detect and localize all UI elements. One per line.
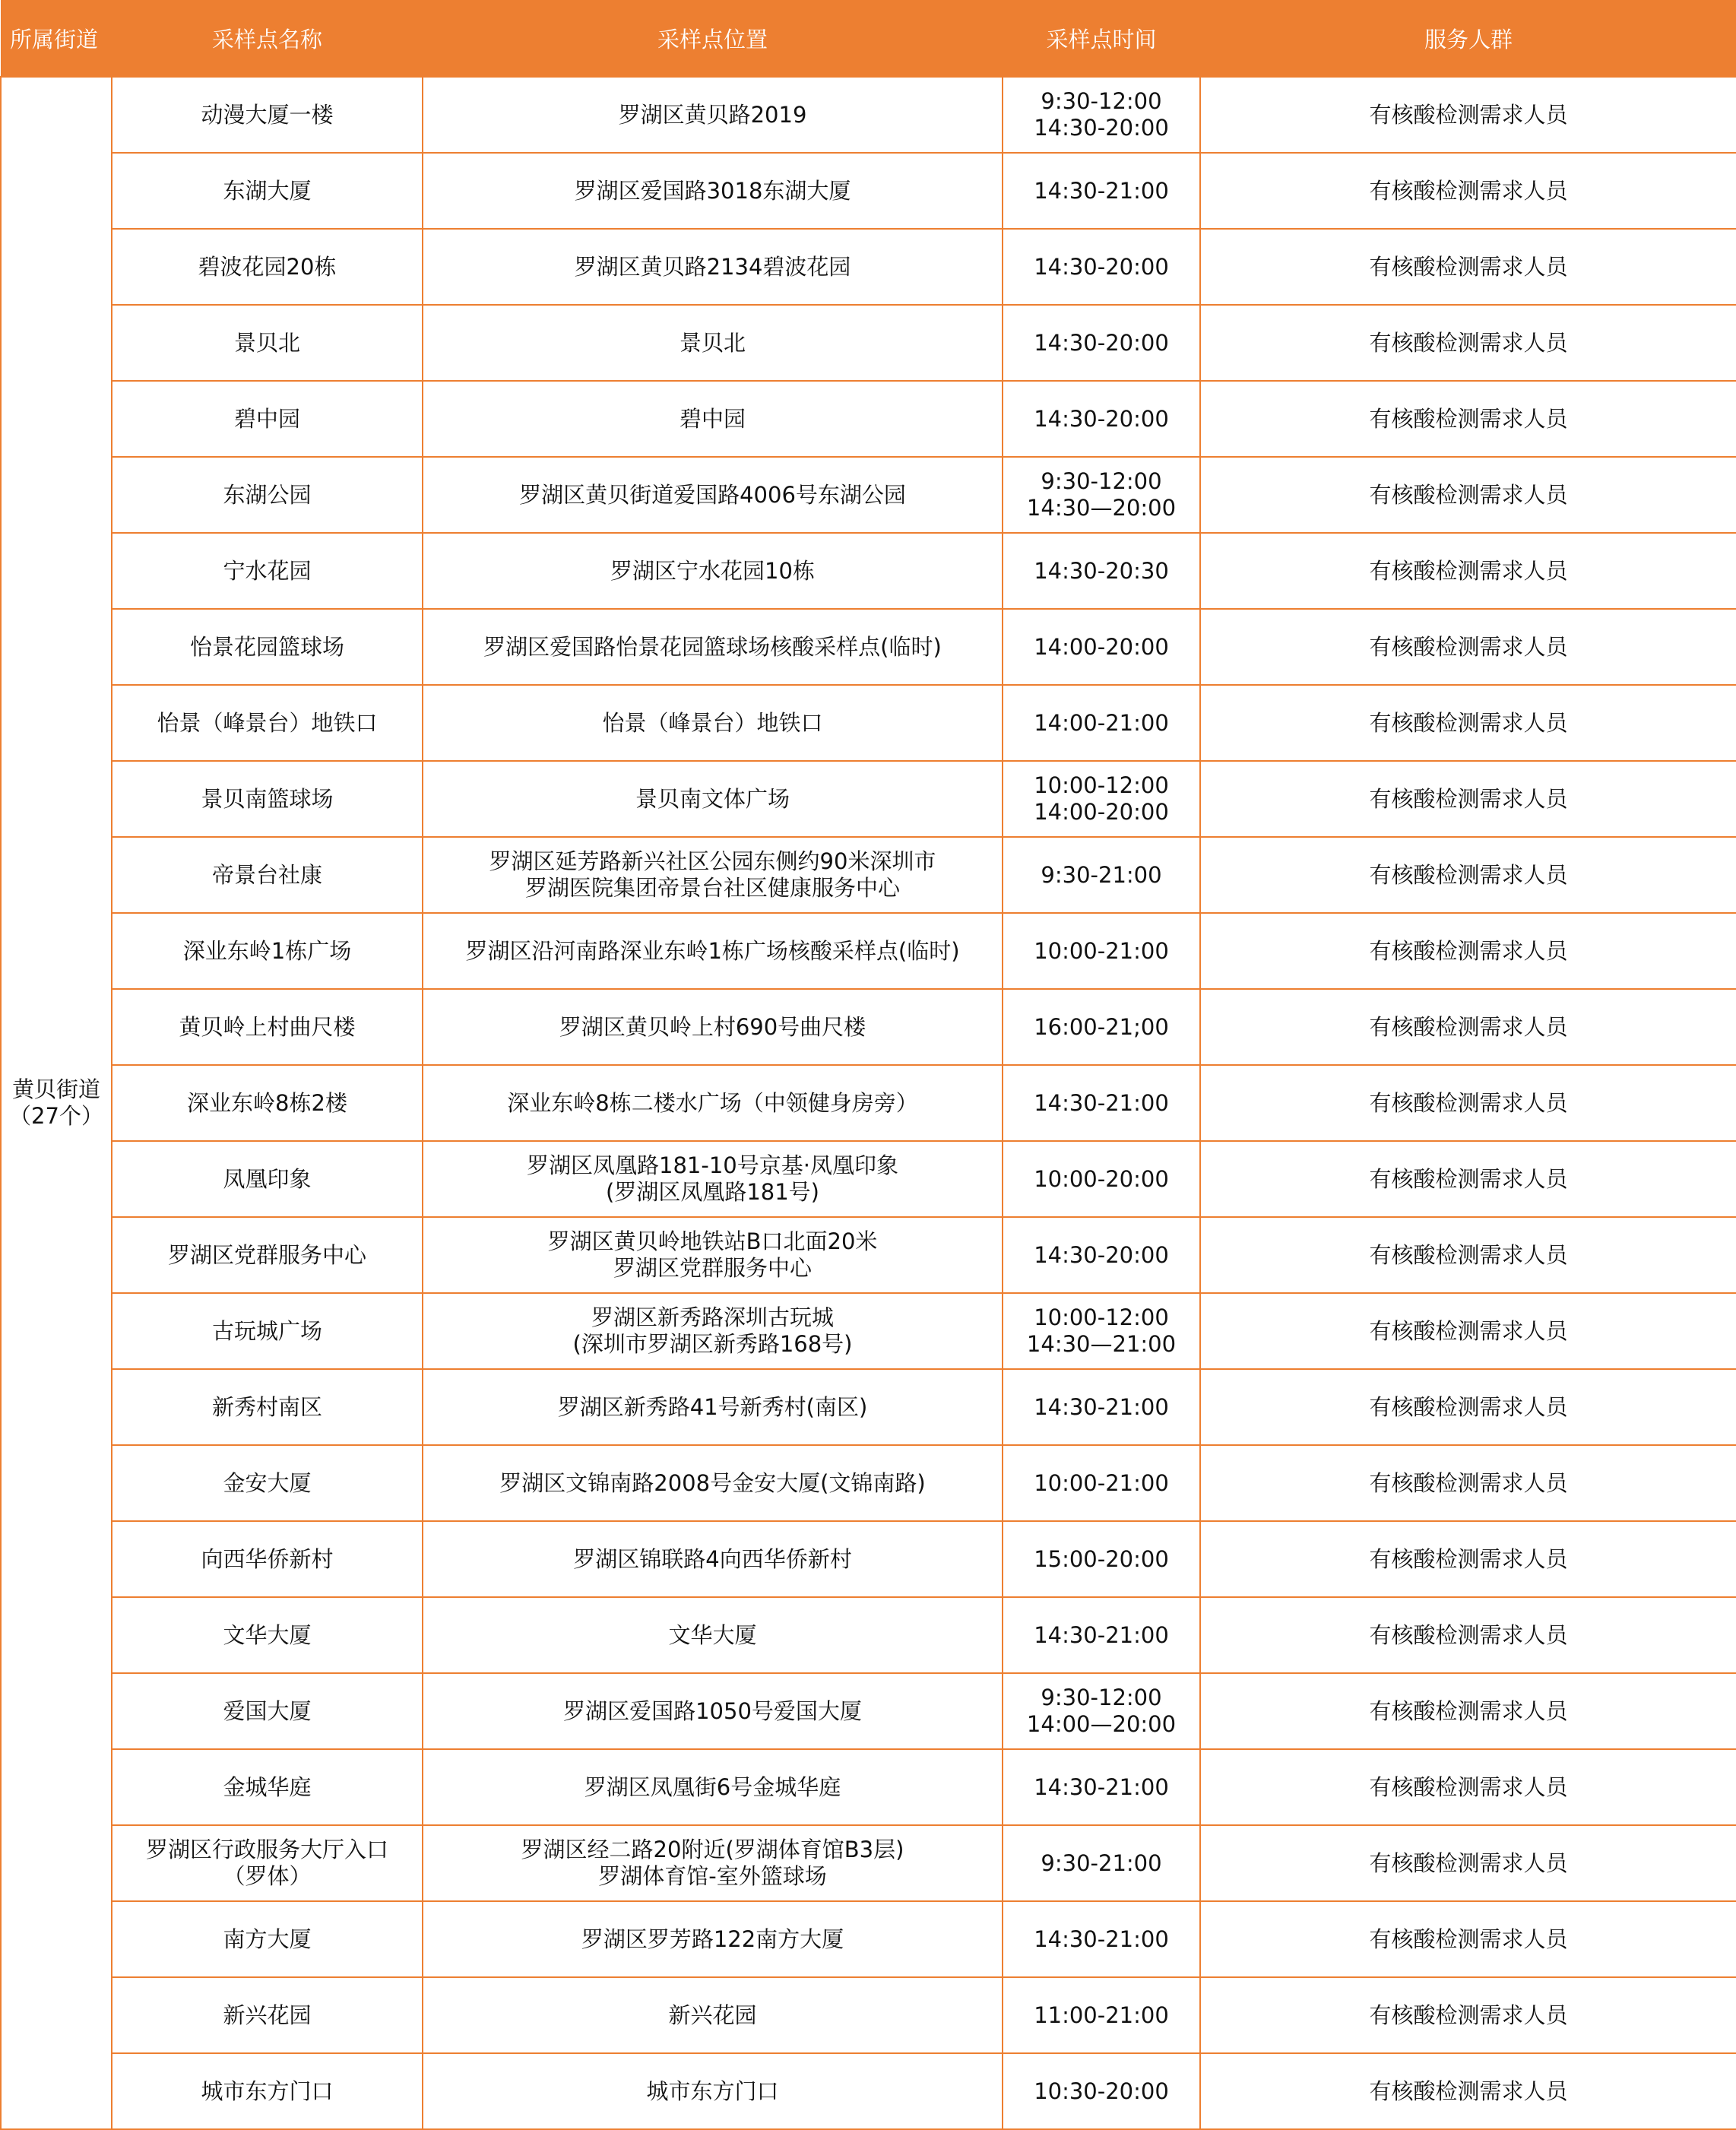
site-name-cell bbox=[112, 457, 423, 533]
cell-line: 10:00-12:00 bbox=[1034, 772, 1169, 798]
header-site-name: 采样点名称 bbox=[112, 0, 423, 77]
cell-line: 罗湖区沿河南路深业东岭1栋广场核酸采样点(临时) bbox=[465, 937, 960, 964]
table-row bbox=[1, 1825, 1736, 1901]
table-row bbox=[1, 989, 1736, 1065]
site-name-cell bbox=[112, 1597, 423, 1673]
site-location-cell bbox=[423, 1901, 1003, 1977]
site-name-cell bbox=[112, 837, 423, 913]
site-name-cell bbox=[112, 989, 423, 1065]
service-audience-cell: 有核酸检测需求人员 bbox=[1200, 381, 1736, 457]
cell-line: （罗体） bbox=[223, 1863, 312, 1889]
table-header bbox=[1, 0, 1736, 77]
cell-line: 罗湖区凤凰路181-10号京基·凤凰印象 bbox=[527, 1152, 898, 1178]
service-audience-cell: 有核酸检测需求人员 bbox=[1200, 609, 1736, 685]
service-audience-cell: 有核酸检测需求人员 bbox=[1200, 989, 1736, 1065]
service-audience-cell: 有核酸检测需求人员 bbox=[1200, 1825, 1736, 1901]
cell-line: 碧波花园20栋 bbox=[198, 253, 337, 280]
cell-line: 10:30-20:00 bbox=[1034, 2078, 1169, 2104]
cell-line: 黄贝岭上村曲尺楼 bbox=[179, 1013, 356, 1040]
cell-line: 9:30-21:00 bbox=[1041, 861, 1162, 888]
service-audience-cell: 有核酸检测需求人员 bbox=[1200, 1217, 1736, 1293]
cell-line: 罗湖区黄贝岭地铁站B口北面20米 bbox=[547, 1228, 878, 1254]
service-audience-cell: 有核酸检测需求人员 bbox=[1200, 229, 1736, 305]
header-site-time: 采样点时间 bbox=[1003, 0, 1200, 77]
table-row bbox=[1, 305, 1736, 381]
table-row bbox=[1, 1597, 1736, 1673]
cell-line: 罗湖区宁水花园10栋 bbox=[610, 557, 815, 584]
site-location-cell bbox=[423, 1445, 1003, 1521]
header-district: 所属街道 bbox=[1, 0, 112, 77]
cell-line: 15:00-20:00 bbox=[1034, 1545, 1169, 1572]
site-location-cell bbox=[423, 1065, 1003, 1141]
site-location-cell bbox=[423, 305, 1003, 381]
site-time-cell bbox=[1003, 1673, 1200, 1749]
site-time-cell bbox=[1003, 153, 1200, 229]
cell-line: 宁水花园 bbox=[223, 557, 312, 584]
cell-line: 怡景（峰景台）地铁口 bbox=[157, 709, 378, 736]
cell-line: 罗湖区凤凰街6号金城华庭 bbox=[584, 1773, 841, 1800]
cell-line: 14:00-20:00 bbox=[1034, 799, 1169, 825]
cell-line: 罗湖区黄贝路2019 bbox=[618, 101, 807, 128]
table-row bbox=[1, 1141, 1736, 1217]
site-name-cell bbox=[112, 1445, 423, 1521]
site-name-cell bbox=[112, 2053, 423, 2129]
table-row bbox=[1, 1445, 1736, 1521]
cell-line: 新兴花园 bbox=[668, 2002, 757, 2028]
cell-line: 凤凰印象 bbox=[223, 1165, 312, 1192]
table-row bbox=[1, 533, 1736, 609]
cell-line: 文华大厦 bbox=[223, 1621, 312, 1648]
service-audience-cell: 有核酸检测需求人员 bbox=[1200, 685, 1736, 761]
cell-line: 碧中园 bbox=[233, 405, 300, 432]
site-name-cell bbox=[112, 1825, 423, 1901]
service-audience-cell: 有核酸检测需求人员 bbox=[1200, 1445, 1736, 1521]
site-location-cell bbox=[423, 1293, 1003, 1369]
site-name-cell bbox=[112, 1749, 423, 1825]
site-time-cell bbox=[1003, 1825, 1200, 1901]
service-audience-cell: 有核酸检测需求人员 bbox=[1200, 1521, 1736, 1597]
cell-line: 罗湖区爱国路怡景花园篮球场核酸采样点(临时) bbox=[483, 633, 942, 660]
site-time-cell bbox=[1003, 1217, 1200, 1293]
cell-line: 罗湖区文锦南路2008号金安大厦(文锦南路) bbox=[499, 1469, 926, 1496]
site-location-cell bbox=[423, 1597, 1003, 1673]
site-time-cell bbox=[1003, 761, 1200, 837]
site-time-cell bbox=[1003, 1749, 1200, 1825]
cell-line: 新兴花园 bbox=[223, 2002, 312, 2028]
site-name-cell bbox=[112, 1901, 423, 1977]
table-row bbox=[1, 457, 1736, 533]
service-audience-cell: 有核酸检测需求人员 bbox=[1200, 913, 1736, 989]
site-location-cell bbox=[423, 1141, 1003, 1217]
cell-line: 爱国大厦 bbox=[223, 1697, 312, 1724]
cell-line: 怡景（峰景台）地铁口 bbox=[602, 709, 823, 736]
cell-line: 罗湖区爱国路1050号爱国大厦 bbox=[563, 1697, 862, 1724]
cell-line: 罗湖区党群服务中心 bbox=[167, 1241, 366, 1268]
cell-line: 罗湖区新秀路深圳古玩城 bbox=[591, 1304, 834, 1330]
cell-line: 10:00-20:00 bbox=[1034, 1165, 1169, 1192]
table-row bbox=[1, 1521, 1736, 1597]
site-name-cell bbox=[112, 685, 423, 761]
service-audience-cell: 有核酸检测需求人员 bbox=[1200, 1673, 1736, 1749]
cell-line: 14:30-21:00 bbox=[1034, 1089, 1169, 1116]
table-row bbox=[1, 381, 1736, 457]
cell-line: 金安大厦 bbox=[223, 1469, 312, 1496]
site-name-cell bbox=[112, 1369, 423, 1445]
site-location-cell bbox=[423, 1369, 1003, 1445]
site-name-cell bbox=[112, 1141, 423, 1217]
cell-line: 景贝南文体广场 bbox=[635, 785, 790, 812]
cell-line: 罗湖区延芳路新兴社区公园东侧约90米深圳市 bbox=[489, 848, 936, 874]
site-name-cell bbox=[112, 153, 423, 229]
cell-line: 罗湖区经二路20附近(罗湖体育馆B3层) bbox=[521, 1837, 904, 1862]
header-site-location: 采样点位置 bbox=[423, 0, 1003, 77]
site-time-cell bbox=[1003, 305, 1200, 381]
cell-line: 罗湖区黄贝路2134碧波花园 bbox=[574, 253, 851, 280]
table-row bbox=[1, 837, 1736, 913]
site-location-cell bbox=[423, 2053, 1003, 2129]
site-name-cell bbox=[112, 1673, 423, 1749]
service-audience-cell: 有核酸检测需求人员 bbox=[1200, 1597, 1736, 1673]
cell-line: 深业东岭8栋2楼 bbox=[187, 1089, 347, 1116]
service-audience-cell: 有核酸检测需求人员 bbox=[1200, 1141, 1736, 1217]
table-row bbox=[1, 1293, 1736, 1369]
table-body bbox=[1, 77, 1736, 2129]
cell-line: (深圳市罗湖区新秀路168号) bbox=[572, 1331, 853, 1357]
site-location-cell bbox=[423, 989, 1003, 1065]
cell-line: (罗湖区凤凰路181号) bbox=[606, 1179, 819, 1205]
cell-line: 14:30-21:00 bbox=[1034, 1393, 1169, 1420]
cell-line: 罗湖区黄贝岭上村690号曲尺楼 bbox=[559, 1013, 866, 1040]
cell-line: 14:30-21:00 bbox=[1034, 1621, 1169, 1648]
site-location-cell bbox=[423, 609, 1003, 685]
cell-line: 14:30—20:00 bbox=[1026, 495, 1177, 521]
site-location-cell bbox=[423, 837, 1003, 913]
cell-line: 景贝南篮球场 bbox=[201, 785, 334, 812]
site-time-cell bbox=[1003, 1445, 1200, 1521]
district-cell bbox=[1, 77, 112, 2129]
cell-line: 城市东方门口 bbox=[201, 2078, 334, 2104]
table-row bbox=[1, 1065, 1736, 1141]
cell-line: 向西华侨新村 bbox=[201, 1545, 334, 1572]
cell-line: 罗湖区锦联路4向西华侨新村 bbox=[573, 1545, 852, 1572]
site-name-cell bbox=[112, 305, 423, 381]
cell-line: 罗湖区罗芳路122南方大厦 bbox=[581, 1926, 844, 1952]
cell-line: 10:00-21:00 bbox=[1034, 1469, 1169, 1496]
service-audience-cell: 有核酸检测需求人员 bbox=[1200, 837, 1736, 913]
site-time-cell bbox=[1003, 229, 1200, 305]
cell-line: 深业东岭1栋广场 bbox=[182, 937, 352, 964]
service-audience-cell: 有核酸检测需求人员 bbox=[1200, 457, 1736, 533]
cell-line: 10:00-21:00 bbox=[1034, 937, 1169, 964]
cell-line: 罗湖区黄贝街道爱国路4006号东湖公园 bbox=[519, 481, 906, 508]
district-count: （27个） bbox=[9, 1103, 103, 1129]
district-name: 黄贝街道 bbox=[11, 1076, 100, 1102]
cell-line: 14:30-20:00 bbox=[1034, 1241, 1169, 1268]
site-name-cell bbox=[112, 913, 423, 989]
cell-line: 文华大厦 bbox=[668, 1621, 757, 1648]
table-row bbox=[1, 1749, 1736, 1825]
cell-line: 帝景台社康 bbox=[211, 861, 322, 888]
site-time-cell bbox=[1003, 77, 1200, 153]
table-row bbox=[1, 1977, 1736, 2053]
site-location-cell bbox=[423, 229, 1003, 305]
site-time-cell bbox=[1003, 609, 1200, 685]
cell-line: 东湖大厦 bbox=[223, 177, 312, 204]
cell-line: 14:30-21:00 bbox=[1034, 1926, 1169, 1952]
table-row bbox=[1, 77, 1736, 153]
table-row bbox=[1, 153, 1736, 229]
site-time-cell bbox=[1003, 457, 1200, 533]
cell-line: 罗湖区行政服务大厅入口 bbox=[145, 1837, 388, 1862]
site-location-cell bbox=[423, 457, 1003, 533]
cell-line: 14:30-20:30 bbox=[1034, 557, 1169, 584]
cell-line: 动漫大厦一楼 bbox=[201, 101, 334, 128]
table-row bbox=[1, 1217, 1736, 1293]
site-time-cell bbox=[1003, 381, 1200, 457]
cell-line: 14:30-21:00 bbox=[1034, 1773, 1169, 1800]
cell-line: 14:30-21:00 bbox=[1034, 177, 1169, 204]
site-time-cell bbox=[1003, 685, 1200, 761]
site-location-cell bbox=[423, 1825, 1003, 1901]
site-location-cell bbox=[423, 381, 1003, 457]
site-name-cell bbox=[112, 533, 423, 609]
cell-line: 16:00-21;00 bbox=[1034, 1013, 1169, 1040]
site-name-cell bbox=[112, 1065, 423, 1141]
table-row bbox=[1, 2053, 1736, 2129]
site-time-cell bbox=[1003, 837, 1200, 913]
site-name-cell bbox=[112, 1977, 423, 2053]
site-name-cell bbox=[112, 761, 423, 837]
table-row bbox=[1, 1901, 1736, 1977]
cell-line: 14:30-20:00 bbox=[1034, 405, 1169, 432]
site-location-cell bbox=[423, 913, 1003, 989]
cell-line: 14:00-21:00 bbox=[1034, 709, 1169, 736]
site-location-cell bbox=[423, 1673, 1003, 1749]
cell-line: 罗湖区党群服务中心 bbox=[613, 1255, 812, 1281]
site-location-cell bbox=[423, 1217, 1003, 1293]
cell-line: 14:00—20:00 bbox=[1026, 1711, 1177, 1737]
service-audience-cell: 有核酸检测需求人员 bbox=[1200, 1065, 1736, 1141]
site-time-cell bbox=[1003, 533, 1200, 609]
header-service-audience: 服务人群 bbox=[1200, 0, 1736, 77]
site-name-cell bbox=[112, 229, 423, 305]
table-row bbox=[1, 1673, 1736, 1749]
cell-line: 罗湖医院集团帝景台社区健康服务中心 bbox=[524, 875, 900, 901]
table-row bbox=[1, 229, 1736, 305]
cell-line: 城市东方门口 bbox=[646, 2078, 779, 2104]
service-audience-cell: 有核酸检测需求人员 bbox=[1200, 1369, 1736, 1445]
cell-line: 碧中园 bbox=[679, 405, 746, 432]
service-audience-cell: 有核酸检测需求人员 bbox=[1200, 1749, 1736, 1825]
site-time-cell bbox=[1003, 1901, 1200, 1977]
site-location-cell bbox=[423, 685, 1003, 761]
service-audience-cell: 有核酸检测需求人员 bbox=[1200, 153, 1736, 229]
site-time-cell bbox=[1003, 913, 1200, 989]
service-audience-cell: 有核酸检测需求人员 bbox=[1200, 1901, 1736, 1977]
table-row bbox=[1, 761, 1736, 837]
cell-line: 深业东岭8栋二楼水广场（中领健身房旁） bbox=[507, 1089, 918, 1116]
cell-line: 9:30-12:00 bbox=[1041, 468, 1162, 494]
cell-line: 金城华庭 bbox=[223, 1773, 312, 1800]
cell-line: 怡景花园篮球场 bbox=[189, 633, 344, 660]
site-location-cell bbox=[423, 761, 1003, 837]
site-location-cell bbox=[423, 1521, 1003, 1597]
cell-line: 新秀村南区 bbox=[211, 1393, 322, 1420]
site-time-cell bbox=[1003, 1065, 1200, 1141]
cell-line: 14:30—21:00 bbox=[1026, 1331, 1177, 1357]
site-time-cell bbox=[1003, 1597, 1200, 1673]
site-name-cell bbox=[112, 1217, 423, 1293]
cell-line: 9:30-12:00 bbox=[1041, 88, 1162, 114]
cell-line: 14:30-20:00 bbox=[1034, 115, 1169, 141]
site-location-cell bbox=[423, 1977, 1003, 2053]
site-time-cell bbox=[1003, 1977, 1200, 2053]
cell-line: 9:30-12:00 bbox=[1041, 1685, 1162, 1710]
table-row bbox=[1, 1369, 1736, 1445]
cell-line: 11:00-21:00 bbox=[1034, 2002, 1169, 2028]
table-row bbox=[1, 913, 1736, 989]
cell-line: 9:30-21:00 bbox=[1041, 1849, 1162, 1876]
site-time-cell bbox=[1003, 1521, 1200, 1597]
site-name-cell bbox=[112, 1521, 423, 1597]
service-audience-cell: 有核酸检测需求人员 bbox=[1200, 1293, 1736, 1369]
service-audience-cell: 有核酸检测需求人员 bbox=[1200, 77, 1736, 153]
header-row bbox=[1, 0, 1736, 77]
cell-line: 14:30-20:00 bbox=[1034, 253, 1169, 280]
site-name-cell bbox=[112, 1293, 423, 1369]
site-time-cell bbox=[1003, 1293, 1200, 1369]
table-row bbox=[1, 609, 1736, 685]
cell-line: 景贝北 bbox=[679, 329, 746, 356]
service-audience-cell: 有核酸检测需求人员 bbox=[1200, 533, 1736, 609]
service-audience-cell: 有核酸检测需求人员 bbox=[1200, 305, 1736, 381]
site-location-cell bbox=[423, 1749, 1003, 1825]
cell-line: 14:00-20:00 bbox=[1034, 633, 1169, 660]
cell-line: 罗湖区新秀路41号新秀村(南区) bbox=[557, 1393, 868, 1420]
cell-line: 景贝北 bbox=[233, 329, 300, 356]
site-time-cell bbox=[1003, 2053, 1200, 2129]
site-time-cell bbox=[1003, 1141, 1200, 1217]
site-name-cell bbox=[112, 609, 423, 685]
site-name-cell bbox=[112, 381, 423, 457]
table-row bbox=[1, 685, 1736, 761]
site-name-cell bbox=[112, 77, 423, 153]
site-location-cell bbox=[423, 77, 1003, 153]
site-location-cell bbox=[423, 153, 1003, 229]
cell-line: 罗湖体育馆-室外篮球场 bbox=[598, 1863, 827, 1889]
cell-line: 14:30-20:00 bbox=[1034, 329, 1169, 356]
cell-line: 罗湖区爱国路3018东湖大厦 bbox=[574, 177, 851, 204]
site-time-cell bbox=[1003, 989, 1200, 1065]
cell-line: 东湖公园 bbox=[223, 481, 312, 508]
site-time-cell bbox=[1003, 1369, 1200, 1445]
cell-line: 南方大厦 bbox=[223, 1926, 312, 1952]
cell-line: 10:00-12:00 bbox=[1034, 1304, 1169, 1330]
service-audience-cell: 有核酸检测需求人员 bbox=[1200, 761, 1736, 837]
site-location-cell bbox=[423, 533, 1003, 609]
cell-line: 古玩城广场 bbox=[211, 1317, 322, 1344]
service-audience-cell: 有核酸检测需求人员 bbox=[1200, 2053, 1736, 2129]
service-audience-cell: 有核酸检测需求人员 bbox=[1200, 1977, 1736, 2053]
